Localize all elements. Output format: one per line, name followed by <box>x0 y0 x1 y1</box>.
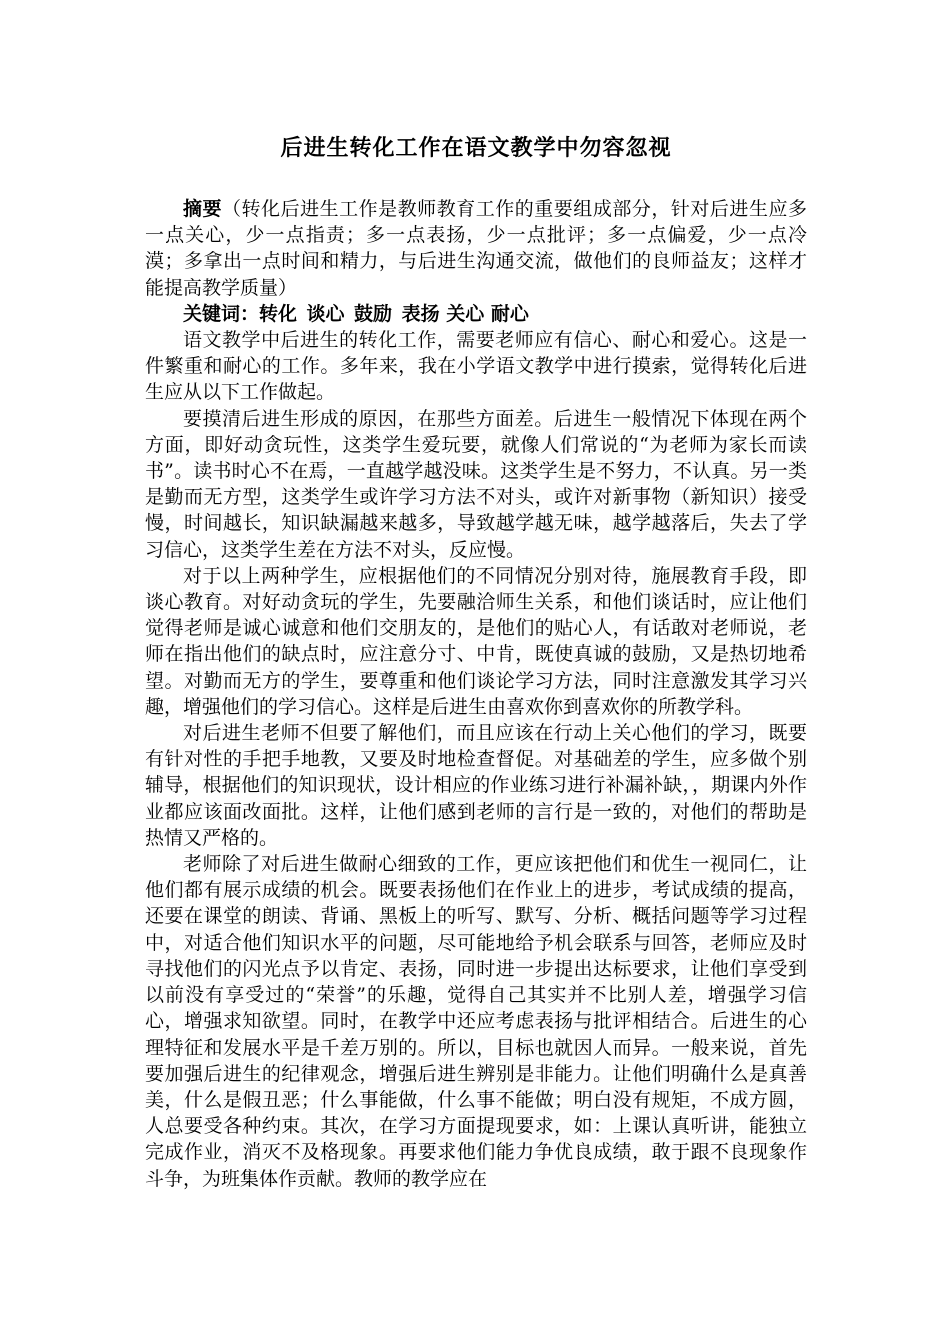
keyword-term: 耐心 <box>490 302 529 325</box>
keywords-label: 关键词： <box>183 302 260 325</box>
keywords-line <box>145 301 807 327</box>
keyword-term: 表扬 <box>401 302 440 325</box>
keyword-term: 转化 <box>259 302 298 325</box>
document-page <box>145 132 807 1192</box>
body-paragraph: 对后进生老师不但要了解他们，而且应该在行动上关心他们的学习，既要有针对性的手把手地教，又要及时地检查督促。对基础差的学生，应多做个别辅导，根据他们的知识现状，设计相应的作业练习进行补漏补缺，，期课内外作业都应该面改面批。这样，让他们感到老师的言行是一致的，对他们的帮助是热情又严格的。 <box>145 722 807 849</box>
keyword-term: 谈心 <box>306 302 345 325</box>
abstract-text: （转化后进生工作是教师教育工作的重要组成部分，针对后进生应多一点关心，少一点指责；多一点表扬，少一点批评；多一点偏爱，少一点冷漠；多拿出一点时间和精力，与后进生沟通交流，做他们的良师益友；这样才能提高教学质量） <box>145 198 807 299</box>
abstract-paragraph <box>145 196 807 301</box>
keyword-term: 关心 <box>446 302 485 325</box>
keyword-term: 鼓励 <box>354 302 393 325</box>
abstract-label: 摘要 <box>183 198 223 220</box>
body-paragraph: 语文教学中后进生的转化工作，需要老师应有信心、耐心和爱心。这是一件繁重和耐心的工作。多年来，我在小学语文教学中进行摸索，觉得转化后进生应从以下工作做起。 <box>145 329 807 404</box>
body-paragraph: 对于以上两种学生，应根据他们的不同情况分别对待，施展教育手段，即谈心教育。对好动贪玩的学生，先要融洽师生关系，和他们谈话时，应让他们觉得老师是诚心诚意和他们交朋友的，是他们的贴心人，有话敢对老师说，老师在指出他们的缺点时，应注意分寸、中肯，既使真诚的鼓励，又是热切地希望。对勤而无方的学生，要尊重和他们谈论学习方法，同时注意激发其学习兴趣，增强他们的学习信心。这样是后进生由喜欢你到喜欢你的所教学科。 <box>145 564 807 718</box>
body-paragraph: 老师除了对后进生做耐心细致的工作，更应该把他们和优生一视同仁，让他们都有展示成绩的机会。既要表扬他们在作业上的进步，考试成绩的提高，还要在课堂的朗读、背诵、黑板上的听写、默写、分析、概括问题等学习过程中，对适合他们知识水平的问题，尽可能地给予机会联系与回答，老师应及时寻找他们的闪光点予以肯定、表扬，同时进一步提出达标要求，让他们享受到以前没有享受过的“荣誉”的乐趣，觉得自己其实并不比别人差，增强学习信心，增强求知欲望。同时，在教学中还应考虑表扬与批评相结合。后进生的心理特征和发展水平是千差万别的。所以，目标也就因人而异。一般来说，首先要加强后进生的纪律观念，增强后进生辨别是非能力。让他们明确什么是真善美，什么是假丑恶；什么事能做，什么事不能做；明白没有规矩，不成方圆，人总要受各种约束。其次，在学习方面提现要求，如：上课认真听讲，能独立完成作业，消灭不及格现象。再要求他们能力争优良成绩，敢于跟不良现象作斗争，为班集体作贡献。教师的教学应在 <box>145 853 807 1190</box>
document-title: 后进生转化工作在语文教学中勿容忽视 <box>280 135 672 161</box>
body-paragraph: 要摸清后进生形成的原因，在那些方面差。后进生一般情况下体现在两个方面，即好动贪玩性，这类学生爱玩要，就像人们常说的“为老师为家长而读书”。读书时心不在焉，一直越学越没味。这类学生是不努力，不认真。另一类是勤而无方型，这类学生或许学习方法不对头，或许对新事物（新知识）接受慢，时间越长，知识缺漏越来越多，导致越学越无味，越学越落后，失去了学习信心，这类学生差在方法不对头，反应慢。 <box>145 407 807 561</box>
